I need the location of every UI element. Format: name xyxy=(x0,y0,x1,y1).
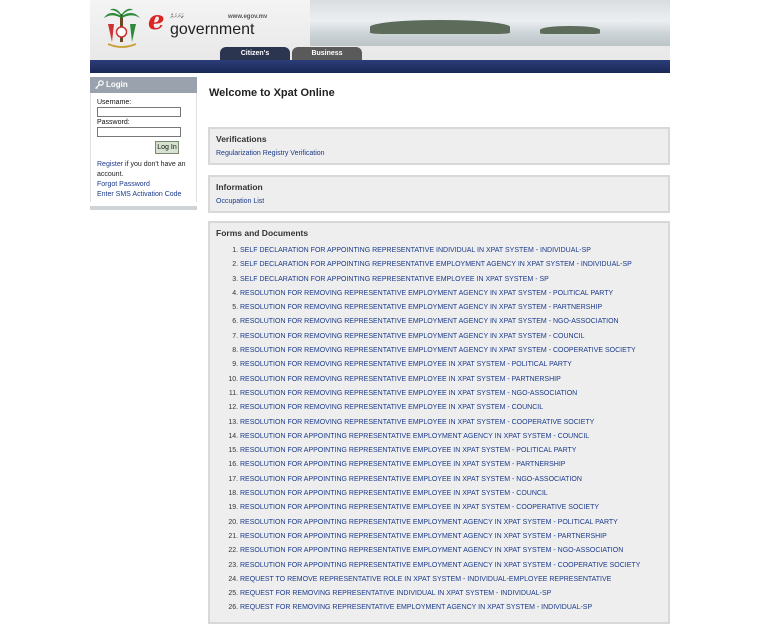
forms-heading: Forms and Documents xyxy=(216,228,309,238)
form-item xyxy=(240,315,662,329)
form-item xyxy=(240,587,662,601)
form-item xyxy=(240,573,662,587)
form-document-link[interactable]: SELF DECLARATION FOR APPOINTING REPRESENTATIVE EMPLOYMENT AGENCY IN XPAT SYSTEM - INDIVIDUAL-SP xyxy=(240,261,632,269)
form-item xyxy=(240,358,662,372)
island-shape xyxy=(540,26,600,34)
tab-business[interactable]: Business xyxy=(292,47,362,60)
sms-activation-link[interactable]: Enter SMS Activation Code xyxy=(97,191,182,198)
information-heading: Information xyxy=(216,182,263,192)
form-item xyxy=(240,401,662,415)
form-document-link[interactable]: RESOLUTION FOR REMOVING REPRESENTATIVE EMPLOYEE IN XPAT SYSTEM - NGO-ASSOCIATION xyxy=(240,389,578,397)
password-label: Password: xyxy=(97,119,130,126)
form-document-link[interactable]: REQUEST TO REMOVE REPRESENTATIVE ROLE IN XPAT SYSTEM - INDIVIDUAL-EMPLOYEE REPRESENTATIVE xyxy=(240,575,612,583)
login-header xyxy=(90,77,197,93)
form-item xyxy=(240,559,662,573)
tab-citizens[interactable]: Citizen's xyxy=(220,47,290,60)
form-item xyxy=(240,330,662,344)
forms-list xyxy=(216,244,662,616)
form-item xyxy=(240,473,662,487)
form-item xyxy=(240,273,662,287)
form-document-link[interactable]: RESOLUTION FOR APPOINTING REPRESENTATIVE EMPLOYEE IN XPAT SYSTEM - POLITICAL PARTY xyxy=(240,447,577,455)
banner-photo xyxy=(310,0,670,46)
form-item xyxy=(240,501,662,515)
header-tabs xyxy=(220,47,364,60)
form-item xyxy=(240,430,662,444)
form-item xyxy=(240,444,662,458)
page xyxy=(90,0,670,612)
form-item xyxy=(240,287,662,301)
form-document-link[interactable]: RESOLUTION FOR APPOINTING REPRESENTATIVE EMPLOYEE IN XPAT SYSTEM - NGO-ASSOCIATION xyxy=(240,475,582,483)
form-document-link[interactable]: RESOLUTION FOR REMOVING REPRESENTATIVE EMPLOYMENT AGENCY IN XPAT SYSTEM - COUNCIL xyxy=(240,332,585,340)
register-link[interactable]: Register xyxy=(97,161,124,168)
forgot-password-link[interactable]: Forgot Password xyxy=(97,181,150,188)
information-box xyxy=(208,175,670,213)
form-document-link[interactable]: RESOLUTION FOR REMOVING REPRESENTATIVE EMPLOYEE IN XPAT SYSTEM - POLITICAL PARTY xyxy=(240,361,572,369)
form-document-link[interactable]: RESOLUTION FOR REMOVING REPRESENTATIVE EMPLOYMENT AGENCY IN XPAT SYSTEM - COOPERATIVE SOCIETY xyxy=(240,347,636,355)
form-document-link[interactable]: REQUEST FOR REMOVING REPRESENTATIVE EMPLOYMENT AGENCY IN XPAT SYSTEM - INDIVIDUAL-SP xyxy=(240,604,593,612)
form-item xyxy=(240,244,662,258)
form-item xyxy=(240,258,662,272)
occupation-list-link[interactable]: Occupation List xyxy=(216,198,265,205)
form-document-link[interactable]: RESOLUTION FOR APPOINTING REPRESENTATIVE EMPLOYEE IN XPAT SYSTEM - COUNCIL xyxy=(240,490,548,498)
form-item xyxy=(240,373,662,387)
nav-bar xyxy=(90,60,670,73)
username-input[interactable] xyxy=(97,107,181,117)
login-links xyxy=(97,160,190,200)
form-document-link[interactable]: SELF DECLARATION FOR APPOINTING REPRESENTATIVE INDIVIDUAL IN XPAT SYSTEM - INDIVIDUAL-SP xyxy=(240,247,591,254)
form-item xyxy=(240,416,662,430)
login-form xyxy=(90,93,197,202)
form-item xyxy=(240,487,662,501)
login-title: Login xyxy=(106,80,128,89)
form-document-link[interactable]: RESOLUTION FOR APPOINTING REPRESENTATIVE EMPLOYMENT AGENCY IN XPAT SYSTEM - POLITICAL PARTY xyxy=(240,518,618,526)
form-document-link[interactable]: SELF DECLARATION FOR APPOINTING REPRESENTATIVE EMPLOYEE IN XPAT SYSTEM - SP xyxy=(240,275,549,283)
page-title: Welcome to Xpat Online xyxy=(209,87,335,99)
form-document-link[interactable]: RESOLUTION FOR REMOVING REPRESENTATIVE EMPLOYMENT AGENCY IN XPAT SYSTEM - NGO-ASSOCIATION xyxy=(240,318,619,326)
password-input[interactable] xyxy=(97,127,181,137)
form-document-link[interactable]: RESOLUTION FOR REMOVING REPRESENTATIVE EMPLOYEE IN XPAT SYSTEM - PARTNERSHIP xyxy=(240,375,561,383)
form-document-link[interactable]: RESOLUTION FOR APPOINTING REPRESENTATIVE EMPLOYEE IN XPAT SYSTEM - PARTNERSHIP xyxy=(240,461,566,469)
brand-e: e xyxy=(148,6,165,36)
form-document-link[interactable]: RESOLUTION FOR APPOINTING REPRESENTATIVE EMPLOYMENT AGENCY IN XPAT SYSTEM - COOPERATIVE SOCIETY xyxy=(240,561,641,569)
sidebar-footer-bar xyxy=(90,206,197,210)
brand-small-text: ޖަނަރަލް xyxy=(170,14,184,20)
form-document-link[interactable]: REQUEST FOR REMOVING REPRESENTATIVE INDIVIDUAL IN XPAT SYSTEM - INDIVIDUAL-SP xyxy=(240,590,552,598)
verifications-box xyxy=(208,127,670,165)
national-emblem-icon xyxy=(100,6,144,50)
form-item xyxy=(240,530,662,544)
header-banner xyxy=(90,0,670,60)
login-button[interactable]: Log In xyxy=(155,141,179,154)
regularization-verification-link[interactable]: Regularization Registry Verification xyxy=(216,150,325,157)
forms-box xyxy=(208,221,670,624)
register-line xyxy=(97,160,190,180)
verifications-heading: Verifications xyxy=(216,134,267,144)
form-document-link[interactable]: RESOLUTION FOR APPOINTING REPRESENTATIVE EMPLOYMENT AGENCY IN XPAT SYSTEM - COUNCIL xyxy=(240,432,590,440)
form-item xyxy=(240,301,662,315)
login-sidebar xyxy=(90,77,197,210)
island-shape xyxy=(370,20,510,34)
form-document-link[interactable]: RESOLUTION FOR APPOINTING REPRESENTATIVE EMPLOYMENT AGENCY IN XPAT SYSTEM - PARTNERSHIP xyxy=(240,532,607,540)
register-text: if you don't have an account. xyxy=(97,161,186,178)
form-document-link[interactable]: RESOLUTION FOR REMOVING REPRESENTATIVE EMPLOYEE IN XPAT SYSTEM - COUNCIL xyxy=(240,404,544,412)
form-item xyxy=(240,601,662,615)
form-item xyxy=(240,458,662,472)
key-icon xyxy=(94,80,104,90)
form-document-link[interactable]: RESOLUTION FOR APPOINTING REPRESENTATIVE EMPLOYMENT AGENCY IN XPAT SYSTEM - NGO-ASSOCIATION xyxy=(240,547,624,555)
form-item xyxy=(240,344,662,358)
form-item xyxy=(240,544,662,558)
username-label: Username: xyxy=(97,99,132,106)
form-document-link[interactable]: RESOLUTION FOR REMOVING REPRESENTATIVE EMPLOYMENT AGENCY IN XPAT SYSTEM - PARTNERSHIP xyxy=(240,304,603,312)
form-document-link[interactable]: RESOLUTION FOR APPOINTING REPRESENTATIVE EMPLOYEE IN XPAT SYSTEM - COOPERATIVE SOCIETY xyxy=(240,504,600,512)
form-item xyxy=(240,387,662,401)
form-item xyxy=(240,516,662,530)
brand-name: government xyxy=(170,21,255,38)
brand-url: www.egov.mv xyxy=(228,14,268,20)
form-document-link[interactable]: RESOLUTION FOR REMOVING REPRESENTATIVE EMPLOYMENT AGENCY IN XPAT SYSTEM - POLITICAL PARTY xyxy=(240,289,614,297)
form-document-link[interactable]: RESOLUTION FOR REMOVING REPRESENTATIVE EMPLOYEE IN XPAT SYSTEM - COOPERATIVE SOCIETY xyxy=(240,418,595,426)
main-content xyxy=(208,73,670,624)
